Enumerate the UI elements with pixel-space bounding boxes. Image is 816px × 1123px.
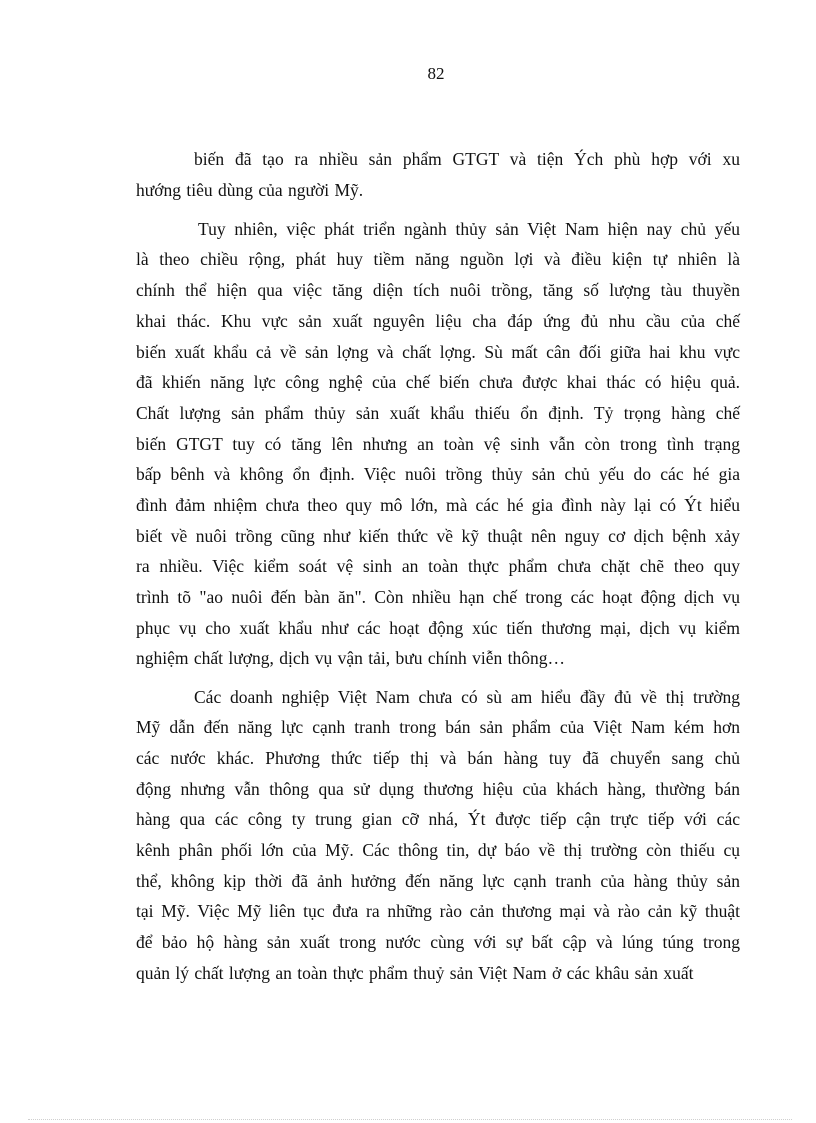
page-number: 82 <box>427 64 445 83</box>
paragraph-line: động nhưng vẫn thông qua sử dụng thương hiệu của khách hàng, thường bán <box>136 779 740 799</box>
paragraph-line: các nước khác. Phương thức tiếp thị và bán hàng tuy đã chuyển sang chủ <box>136 748 740 768</box>
paragraph-line: chính thể hiện qua việc tăng diện tích nuôi trồng, tăng số lượng tàu thuyền <box>136 280 740 300</box>
paragraph-line: hướng tiêu dùng của người Mỹ. <box>136 180 364 200</box>
paragraph-line: đã khiến năng lực công nghệ của chế biến chưa được khai thác có hiệu quả. <box>136 372 740 392</box>
paragraph-line: nghiệm chất lượng, dịch vụ vận tải, bưu chính viễn thông… <box>136 648 565 668</box>
paragraph-line: đình đảm nhiệm chưa theo quy mô lớn, mà các hé gia đình này lại có Ýt hiểu <box>136 495 740 515</box>
paragraph-line: trình tõ "ao nuôi đến bàn ăn". Còn nhiều hạn chế trong các hoạt động dịch vụ <box>136 587 740 607</box>
paragraph-line: Các doanh nghiệp Việt Nam chưa có sù am hiểu đầy đủ về thị trường <box>194 687 740 707</box>
paragraph-line: phục vụ cho xuất khẩu như các hoạt động xúc tiến thương mại, dịch vụ kiểm <box>136 618 740 638</box>
paragraph-line: là theo chiều rộng, phát huy tiềm năng nguồn lợi và điều kiện tự nhiên là <box>136 249 740 269</box>
paragraph-line: Chất lượng sản phẩm thủy sản xuất khẩu thiếu ổn định. Tỷ trọng hàng chế <box>136 403 740 423</box>
paragraph-line: bấp bênh và không ổn định. Việc nuôi trồng thủy sản chủ yếu do các hé gia <box>136 464 740 484</box>
paragraph-line: biến GTGT tuy có tăng lên nhưng an toàn vệ sinh vẫn còn trong tình trạng <box>136 434 740 454</box>
paragraph-line: kênh phân phối lớn của Mỹ. Các thông tin, dự báo về thị trường còn thiếu cụ <box>136 840 740 860</box>
paragraph-line: thể, không kịp thời đã ảnh hưởng đến năng lực cạnh tranh của hàng thủy sản <box>136 871 740 891</box>
paragraph-line: Tuy nhiên, việc phát triển ngành thủy sản Việt Nam hiện nay chủ yếu <box>198 219 740 239</box>
paragraph-line: biết về nuôi trồng cũng như kiến thức về kỹ thuật nên nguy cơ dịch bệnh xảy <box>136 526 740 546</box>
paragraph-line: biến xuất khẩu cả về sản lợng và chất lợng. Sù mất cân đối giữa hai khu vực <box>136 342 740 362</box>
page-bottom-divider <box>28 1119 792 1120</box>
paragraph-line: Mỹ dẫn đến năng lực cạnh tranh trong bán sản phẩm của Việt Nam kém hơn <box>136 717 740 737</box>
paragraph-line: hàng qua các công ty trung gian cỡ nhá, Ýt được tiếp cận trực tiếp với các <box>136 809 740 829</box>
paragraph-line: biến đã tạo ra nhiều sản phẩm GTGT và tiện Ých phù hợp với xu <box>194 149 740 169</box>
paragraph-line: để bảo hộ hàng sản xuất trong nước cùng với sự bất cập và lúng túng trong <box>136 932 740 952</box>
paragraph-line: tại Mỹ. Việc Mỹ liên tục đưa ra những rào cản thương mại và rào cản kỹ thuật <box>136 901 740 921</box>
paragraph-line: khai thác. Khu vực sản xuất nguyên liệu cha đáp ứng đủ nhu cầu của chế <box>136 311 740 331</box>
paragraph-line: quản lý chất lượng an toàn thực phẩm thuỷ sản Việt Nam ở các khâu sản xuất <box>136 963 694 983</box>
paragraph-line: ra nhiều. Việc kiểm soát vệ sinh an toàn thực phẩm chưa chặt chẽ theo quy <box>136 556 740 576</box>
